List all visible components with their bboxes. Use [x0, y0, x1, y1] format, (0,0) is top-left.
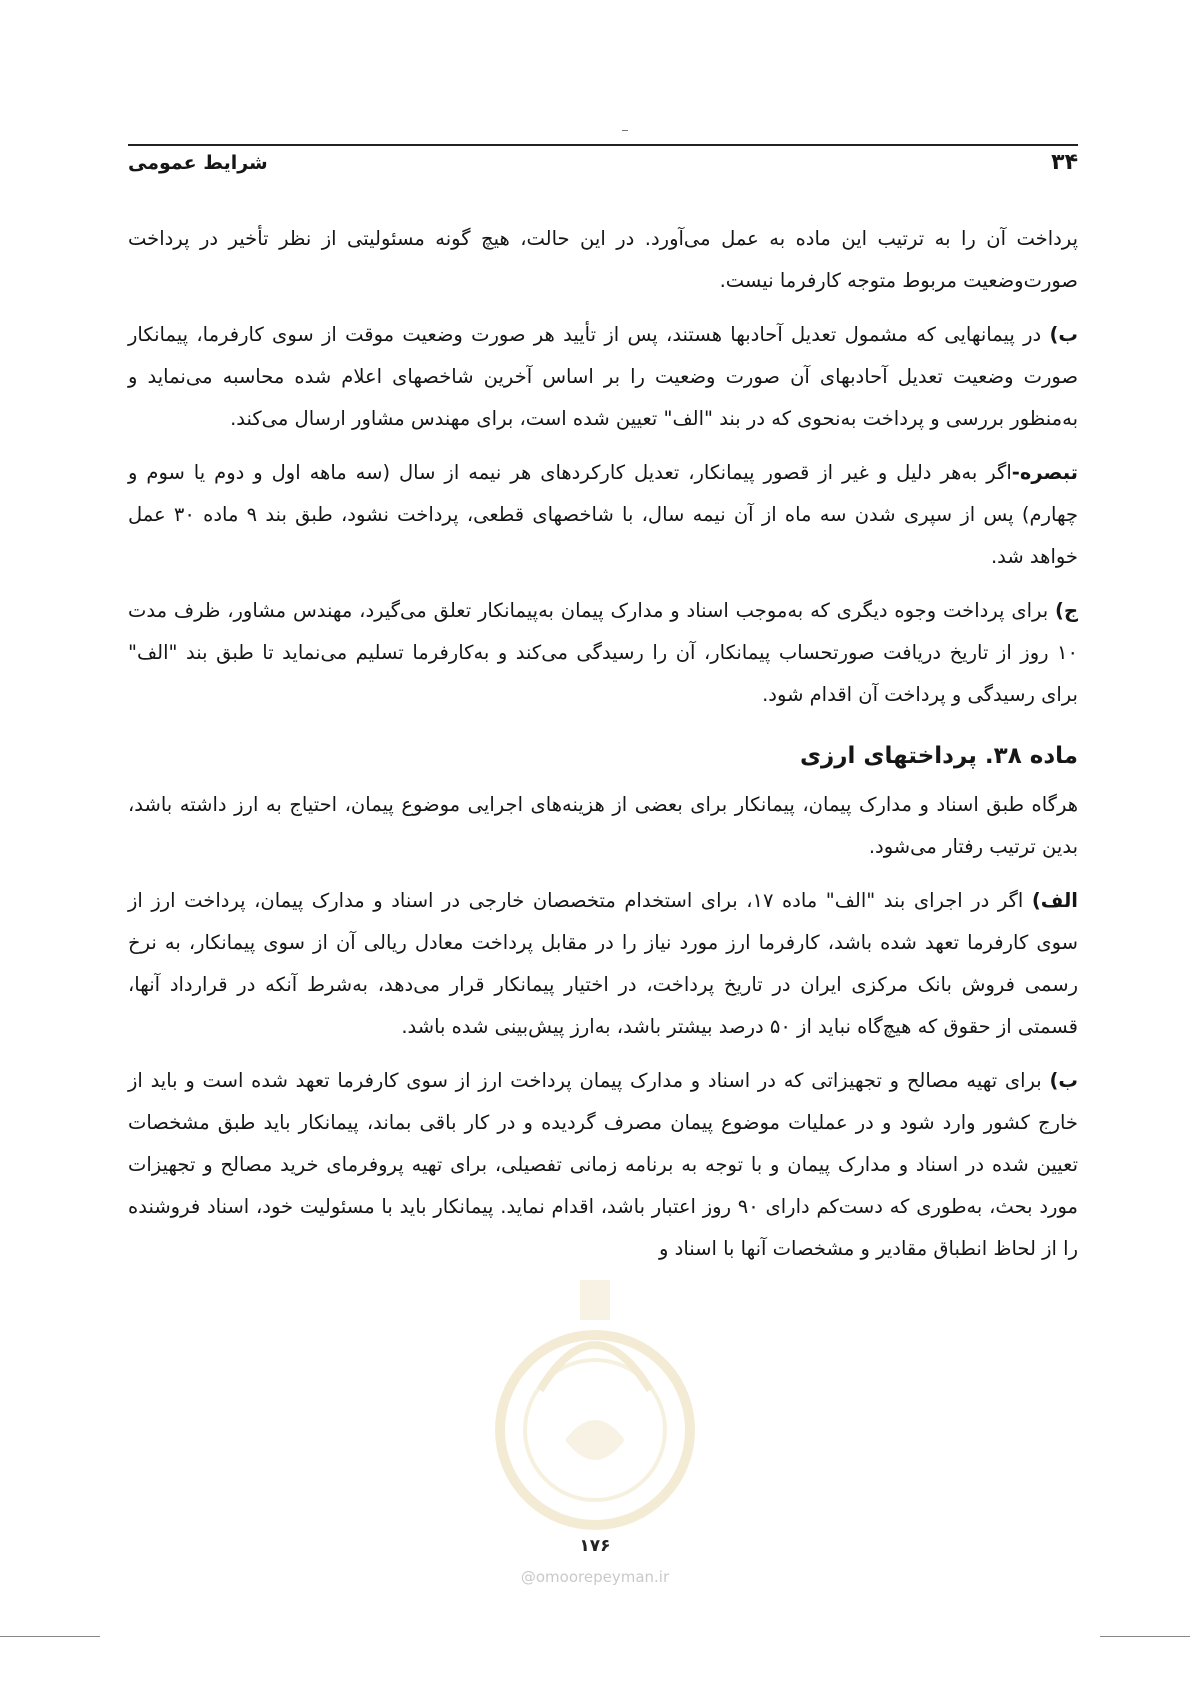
- paragraph: تبصره-اگر به‌هر دلیل و غیر از قصور پیمانکار، تعدیل کارکردهای هر نیمه از سال (سه ماهه اول و دوم یا سوم و چهارم) پس از سپری شدن سه ماه از آن نیمه سال، با شاخصهای قطعی، پرداخت نشود، طبق بند ۹ ماده ۳۰ عمل خواهد شد.: [128, 461, 1079, 568]
- paragraph: الف) اگر در اجرای بند "الف" ماده ۱۷، برای استخدام متخصصان خارجی در اسناد و مدارک پیمان، پرداخت ارز از سوی کارفرما تعهد شده باشد، کارفرما ارز مورد نیاز را در مقابل پرداخت معادل ریالی آن از سوی پیمانکار، به نرخ رسمی فروش بانک مرکزی ایران در تاریخ پرداخت، در اختیار پیمانکار قرار می‌دهد، به‌شرط آنکه در قرارداد آنها، قسمتی از حقوق که هیچ‌گاه نباید از ۵۰ درصد بیشتر باشد، به‌ارز پیش‌بینی شده باشد.: [128, 889, 1078, 1038]
- clause-label: ب): [1049, 1069, 1078, 1092]
- paragraph: هرگاه طبق اسناد و مدارک پیمان، پیمانکار برای بعضی از هزینه‌های اجرایی موضوع پیمان، احتیاج به ارز داشته باشد، بدین ترتیب رفتار می‌شود.: [128, 793, 1078, 858]
- watermark-text: @omoorepeyman.ir: [520, 1568, 670, 1586]
- clause-label: ج): [1055, 599, 1078, 622]
- page-number: ۳۴: [1051, 150, 1078, 175]
- crop-mark: [622, 130, 628, 131]
- paragraph: پرداخت آن را به ترتیب این ماده به عمل می‌آورد. در این حالت، هیچ گونه مسئولیتی از نظر تأخیر در پرداخت صورت‌وضعیت مربوط متوجه کارفرما نیست.: [128, 227, 1078, 292]
- watermark-seal-icon: [470, 1240, 720, 1570]
- paragraph: ب) در پیمانهایی که مشمول تعدیل آحادبها هستند، پس از تأیید هر صورت وضعیت موقت از سوی کارفرما، پیمانکار صورت وضعیت تعدیل آحادبهای آن صورت وضعیت را بر اساس آخرین شاخصهای اعلام شده محاسبه می‌نماید و به‌منظور بررسی و پرداخت به‌نحوی که در بند "الف" تعیین شده است، برای مهندس مشاور ارسال می‌کند.: [128, 323, 1078, 430]
- folio-number: ۱۷۶: [579, 1536, 611, 1556]
- running-title: شرایط عمومی: [128, 152, 268, 174]
- scan-edge-line: [0, 1636, 100, 1637]
- clause-label: ب): [1049, 323, 1078, 346]
- scan-edge-line: [1100, 1636, 1190, 1637]
- note-label: تبصره-: [1011, 461, 1078, 484]
- paragraph: ب) برای تهیه مصالح و تجهیزاتی که در اسناد و مدارک پیمان پرداخت ارز از سوی کارفرما تعهد شده است و باید از خارج کشور وارد شود و در عملیات موضوع پیمان مصرف گردیده و در کار باقی بماند، پیمانکار باید طبق مشخصات تعیین شده در اسناد و مدارک پیمان و با توجه به برنامه زمانی تفصیلی، برای تهیه پروفرمای خرید مصالح و تجهیزات مورد بحث، به‌طوری که دست‌کم دارای ۹۰ روز اعتبار باشد، اقدام نماید. پیمانکار باید با مسئولیت خود، اسناد فروشنده را از لحاظ انطباق مقادیر و مشخصات آنها با اسناد و: [128, 1069, 1078, 1260]
- paragraph: ج) برای پرداخت وجوه دیگری که به‌موجب اسناد و مدارک پیمان به‌پیمانکار تعلق می‌گیرد، مهندس مشاور، ظرف مدت ۱۰ روز از تاریخ دریافت صورتحساب پیمانکار، آن را رسیدگی می‌کند و به‌کارفرما تسلیم می‌نماید تا طبق بند "الف" برای رسیدگی و پرداخت آن اقدام شود.: [128, 599, 1078, 706]
- section-heading: ماده ۳۸. پرداختهای ارزی: [799, 743, 1078, 769]
- header-rule: [128, 144, 1078, 146]
- clause-label: الف): [1031, 889, 1078, 912]
- body-text: [128, 218, 1078, 1282]
- running-header: [128, 150, 1078, 184]
